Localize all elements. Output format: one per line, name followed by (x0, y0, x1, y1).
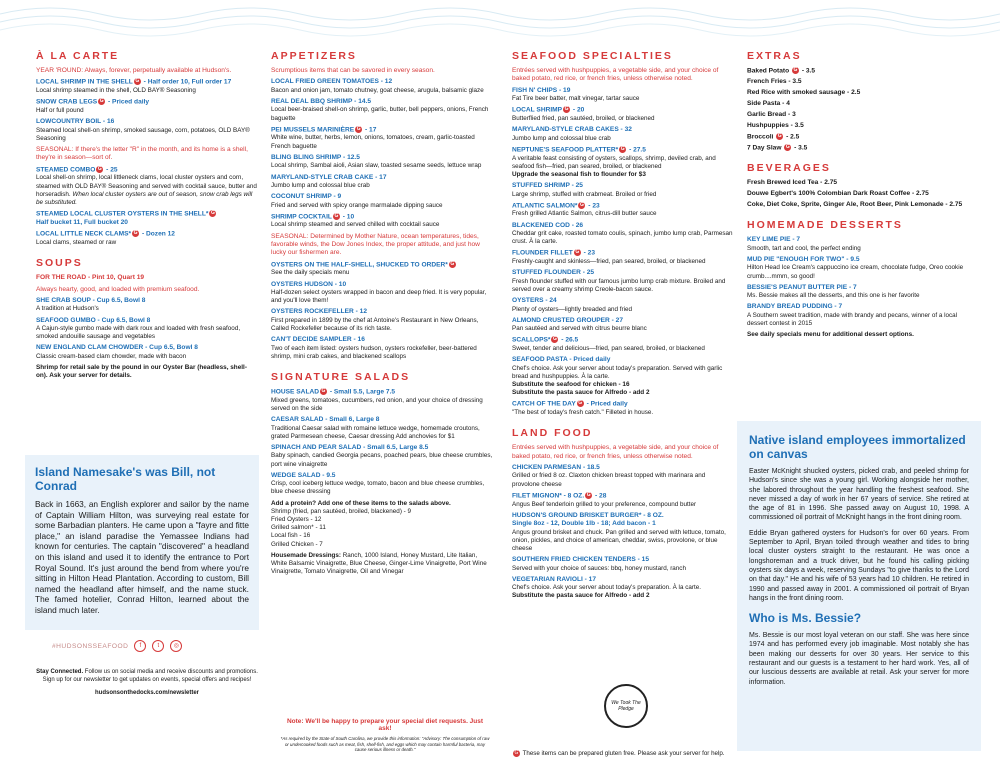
menu-item: NEPTUNE'S SEAFOOD PLATTER* G - 27.5 A veritable feast consisting of oysters, scallops, shrimp, deviled crab, and seafood fish—fried, pan seared, broiled, or blackened Upgrade the seasonal fish to flounder for $3 (512, 145, 716, 178)
gluten-free-icon: G (777, 132, 782, 139)
menu-item: OYSTERS ROCKEFELLER - 12 First prepared in 1899 by the chef at Antoine's Restaurant in New Orleans, Called Rockefeller because of its rich taste. (271, 308, 479, 333)
salads-heading: SIGNATURE SALADS (271, 371, 411, 384)
menu-item: MUD PIE "ENOUGH FOR TWO" - 9.5 Hilton Head Ice Cream's cappuccino ice cream, chocolate fudge, Oreo cookie crumb....mmm, so good! (747, 255, 964, 280)
desserts-heading: HOMEMADE DESSERTS (747, 219, 903, 232)
column-seafood (512, 48, 734, 604)
twitter-icon[interactable]: t (152, 640, 164, 652)
gluten-free-icon: G (580, 201, 584, 208)
gluten-free-icon: G (575, 249, 580, 256)
gluten-free-icon: G (133, 230, 138, 237)
newsletter-link[interactable]: hudsonsonthedocks.com/newsletter (94, 690, 200, 696)
gluten-free-icon: G (97, 165, 102, 172)
year-round-note: YEAR 'ROUND: Always, forever, perpetually available at Hudson's. (36, 67, 232, 74)
menu-item: BESSIE'S PEANUT BUTTER PIE - 7 Ms. Bessie makes all the desserts, and this one is her favorite (747, 283, 920, 300)
gluten-free-icon: G (793, 67, 798, 73)
menu-item: HUDSON'S GROUND BRISKET BURGER* - 8 OZ. Single 8oz - 12, Double 1lb - 18; Add bacon - 1 Angus ground brisket and chuck. Pan grilled and served with lettuce, tomato, onion, pickles, and choice of american, cheddar, swiss, provolone, or blue cheese (512, 511, 726, 552)
hashtag: #HUDSONSSEAFOOD (52, 642, 129, 650)
menu-item: NEW ENGLAND CLAM CHOWDER - Cup 6.5, Bowl 8 Classic cream-based clam chowder, made with bacon (36, 344, 198, 360)
menu-item: CATCH OF THE DAY G - Priced daily "The best of today's fresh catch." Filleted in house. (512, 400, 654, 417)
column-a-la-carte (36, 48, 258, 380)
extras-heading: EXTRAS (747, 50, 802, 62)
gluten-free-icon: G (99, 98, 104, 105)
ms-bessie-text: Ms. Bessie is our most loyal veteran on our staff. She was here since 1974 and has performed every job imaginable. Most notably she has been making our desserts for over 30 years. Her service to this restaurant and our guests is a testament to her hard work. Yes, all of our luscious desserts are available at retail. Ask your server for more information. (749, 632, 969, 686)
extra-item: French Fries - 3.5 (747, 78, 802, 86)
menu-item: COCONUT SHRIMP - 9 Fried and served with spicy orange marmalade dipping sauce (271, 193, 443, 209)
menu-item: SOUTHERN FRIED CHICKEN TENDERS - 15 Served with your choice of sauces: bbq, honey mustard, ranch (512, 556, 686, 572)
decorative-wave-pattern (0, 0, 1000, 40)
gluten-free-icon: G (356, 125, 361, 132)
menu-item: HOUSE SALAD G - Small 5.5, Large 7.5 Mixed greens, tomatoes, cucumbers, red onion, and your choice of dressing served on the side (271, 388, 483, 412)
beverage-item: Fresh Brewed Iced Tea - 2.75 (747, 179, 838, 187)
extra-item: Garlic Bread - 3 (747, 110, 796, 118)
menu-item: SNOW CRAB LEGS G - Priced daily Half or full pound (36, 98, 150, 114)
gluten-free-icon: G (564, 106, 569, 113)
appetizers-intro: Scrumptious items that can be savored in every season. (271, 67, 435, 74)
menu-item: STEAMED LOCAL CLUSTER OYSTERS IN THE SHELL* G Half bucket 11, Full bucket 20 (36, 210, 215, 226)
menu-item: OYSTERS HUDSON - 10 Half-dozen select oysters wrapped in bacon and deep fried. It is very popular, and you'll love them! (271, 280, 487, 305)
island-namesake-box (25, 455, 259, 630)
menu-item: CHICKEN PARMESAN - 18.5 Grilled or fried 8 oz. Claxton chicken breast topped with marinara and provolone cheese (512, 464, 706, 488)
menu-item: STUFFED FLOUNDER - 25 Fresh flounder stuffed with our famous jumbo lump crab mixture. Broiled and served over a creamy shrimp Creole-bacon sauce. (512, 269, 726, 293)
extra-item: Broccoli G - 2.5 (747, 132, 800, 140)
facebook-icon[interactable]: f (134, 640, 146, 652)
native-box-title: Native island employees immortalized on canvas (749, 433, 966, 461)
seafood-intro: Entrées served with hushpuppies, a vegetable side, and your choice of baked potato, red rice, or french fries, unless otherwise noted. (512, 67, 719, 83)
beverage-item: Douwe Egbert's 100% Colombian Dark Roast Coffee - 2.75 (747, 190, 929, 198)
menu-item: MARYLAND-STYLE CRAB CAKES - 32 Jumbo lump and colossal blue crab (512, 126, 632, 142)
stay-connected (36, 640, 258, 697)
menu-item: LOCAL SHRIMP IN THE SHELL G - Half order 10, Full order 17 Local shrimp steamed in the shell, OLD BAY® Seasoning (36, 78, 232, 95)
menu-item: CAN'T DECIDE SAMPLER - 16 Two of each item listed: oysters hudson, oysters rockefeller, beer-battered shrimp, mini crab cakes, and blackened scallops (271, 336, 477, 360)
native-box-p1: Easter McKnight shucked oysters, picked crab, and peeled shrimp for Hudson's since she was a young girl. Working alongside her mother, she labored throughout the year handling the freshest seafood. She never missed a day of work in her 67 years of service. She retired at the age of 81 in 1996. She passed away on August 10, 1998. A commissioned oil portrait of McKnight hangs in the front dining room. (749, 468, 969, 522)
menu-item: SHE CRAB SOUP - Cup 6.5, Bowl 8 A tradition at Hudson's (36, 296, 146, 313)
shrimp-retail-note: Shrimp for retail sale by the pound in our Oyster Bar (headless, shell-on). Ask your server for details. (36, 363, 247, 380)
protein-heading: Add a protein? Add one of these items to the salads above. (271, 499, 451, 507)
menu-item: LOWCOUNTRY BOIL - 16 Steamed local shell-on shrimp, smoked sausage, corn, potatoes, OLD BAY® Seasoning (36, 118, 250, 142)
menu-item: LOCAL LITTLE NECK CLAMS* G - Dozen 12 Local clams, steamed or raw (36, 230, 175, 246)
gluten-free-icon: G (321, 388, 326, 395)
gluten-free-icon: G (578, 400, 583, 407)
soups-intro: Always hearty, good, and loaded with premium seafood. (36, 285, 200, 293)
extra-item: Side Pasta - 4 (747, 99, 790, 107)
column-extras (747, 48, 969, 339)
menu-item: LOCAL SHRIMP G - 20 Butterflied fried, pan sautéed, broiled, or blackened (512, 106, 655, 123)
menu-item: LOCAL FRIED GREEN TOMATOES - 12 Bacon and onion jam, tomato chutney, goat cheese, arugula, balsamic glaze (271, 78, 484, 94)
land-intro: Entrées served with hushpuppies, a vegetable side, and your choice of baked potato, red rice, or french fries, unless otherwise noted. (512, 444, 719, 460)
menu-item: OYSTERS ON THE HALF-SHELL, SHUCKED TO ORDER* G See the daily specials menu (271, 260, 455, 277)
beverages-heading: BEVERAGES (747, 162, 831, 175)
stay-text: Stay Connected. Follow us on social media and receive discounts and promotions. Sign up for our newsletter to get updates on events, special offers and recipes! (36, 669, 258, 683)
appetizers-heading: APPETIZERS (271, 50, 357, 62)
menu-item: PEI MUSSELS MARINIÈRE G - 17 White wine, butter, herbs, lemon, onions, tomatoes, cream, garlic-toasted French baguette (271, 125, 475, 150)
menu-item: SHRIMP COCKTAIL G - 10 Local shrimp steamed and served chilled with cocktail sauce (271, 212, 440, 229)
menu-item: VEGETARIAN RAVIOLI - 17 Chef's choice. Ask your server about today's preparation. À la carte. Substitute the pasta sauce for Alfredo - add 2 (512, 575, 701, 600)
menu-item: BRANDY BREAD PUDDING - 7 A Southern sweet tradition, made with brandy and pecans, winner of a local dessert contest in 2015 (747, 303, 958, 327)
gluten-free-note: G These items can be prepared gluten free. Please ask your server for help. (514, 750, 725, 758)
native-box-p2: Eddie Bryan gathered oysters for Hudson's for over 60 years. From September to April, Bryan toiled through weather and tides to bring local cluster oysters straight to the restaurant. He was once a longshoreman and a truck driver, but he found his calling picking oysters six days a week, reserving Sundays "to give thanks to the Lord on that day." He and his wife of 53 years had 10 children. He retired in 1990 and passed away in 2001. A commissioned oil portrait of Bryan hangs in the front dining room. (749, 529, 969, 602)
beverage-item: Coke, Diet Coke, Sprite, Ginger Ale, Root Beer, Pink Lemonade - 2.75 (747, 201, 963, 209)
social-row (52, 640, 258, 652)
protein-item: Shrimp (fried, pan sautéed, broiled, blackened) - 9 (271, 507, 412, 515)
extra-item: Baked Potato G - 3.5 (747, 67, 816, 75)
menu-item: STUFFED SHRIMP - 25 Large shrimp, stuffed with crabmeat. Broiled or fried (512, 182, 657, 198)
gluten-free-icon: G (586, 491, 591, 498)
diet-note (280, 718, 490, 753)
menu-item: FILET MIGNON* - 8 OZ. G - 28 Angus Beef tenderloin grilled to your preference, compound butter (512, 491, 697, 508)
gluten-free-icon: G (553, 336, 557, 343)
gluten-free-icon: G (334, 212, 339, 219)
island-box-text: Back in 1663, an English explorer and sailor by the name of Captain William Hilton, was surveying real estate for some Barbadian planters. He came upon a "fayre and fitte place," an island paradise the Yemassee Indians had known for centuries. The captain "discovered" a headland on this island and used it to identify the entrance to Port Royal Sound. It's just around the bend from where you're sitting in Hilton Head Plantation. According to custom, Bill named the headland after himself, and the name stuck. The famed hotelier, Conrad Hilton, learned about the island much later. (35, 499, 249, 615)
protein-item: Grilled salmon* - 11 (271, 524, 326, 532)
ms-bessie-title: Who is Ms. Bessie? (749, 611, 862, 626)
soups-heading: SOUPS (36, 257, 83, 270)
extra-item: 7 Day Slaw G - 3.5 (747, 143, 808, 151)
gluten-free-icon: G (135, 78, 140, 85)
dressings: Housemade Dressings: Ranch, 1000 Island, Honey Mustard, Lite Italian, White Balsamic Vinaigrette, Blue Cheese, Ginger-Lime Vinaigrette, Port Wine Vinaigrette, Tomato Vinaigrette, Oil and Vinegar (271, 551, 487, 576)
dessert-note: See daily specials menu for additional dessert options. (747, 331, 914, 339)
advisory-text: *As required by the State of South Carolina, we provide this information: "Advisory: The consumption of raw or undercooked foods such as meat, fish, shell-fish, and eggs which may contain harmful bacteria, may cause serious illness or death." (280, 736, 490, 753)
seafood-heading: SEAFOOD SPECIALTIES (512, 50, 673, 62)
menu-item: ALMOND CRUSTED GROUPER - 27 Pan sautéed and served with citrus beurre blanc (512, 316, 647, 333)
protein-item: Grilled Chicken - 7 (271, 540, 323, 548)
menu-item: FISH N' CHIPS - 19 Fat Tire beer batter, malt vinegar, tartar sauce (512, 86, 640, 103)
a-la-carte-heading: À LA CARTE (36, 50, 120, 62)
diet-note-text: Note: We'll be happy to prepare your special diet requests. Just ask! (286, 718, 484, 732)
protein-item: Fried Oysters - 12 (271, 516, 322, 523)
seasonal-note: SEASONAL: If there's the letter "R" in the month, and its home is a shell, they're in season—sort of. (36, 145, 248, 162)
pledge-seal: We Took The Pledge (604, 684, 648, 728)
column-appetizers (271, 48, 493, 576)
island-box-title: Island Namesake's was Bill, not Conrad (35, 465, 216, 493)
gluten-free-icon: G (210, 210, 215, 217)
protein-item: Local fish - 16 (271, 532, 311, 540)
menu-item: STEAMED COMBO G - 25 Local shell-on shrimp, local littleneck clams, local cluster oysters and corn, steamed with OLD BAY® Seasoning and served with cocktail sauce, butter and horseradish. When local cluster oysters are out of season, snow crab legs will be substituted. (36, 165, 257, 207)
menu-item: SPINACH AND PEAR SALAD - Small 6.5, Large 8.5 Baby spinach, candied Georgia pecans, poached pears, blue cheese crumbles, port wine vinaigrette (271, 443, 493, 468)
menu-item: KEY LIME PIE - 7 Smooth, tart and cool, the perfect ending (747, 236, 861, 252)
menu-item: BLACKENED COD - 26 Cheddar grit cake, roasted tomato coulis, spinach, jumbo lump crab, Parmesan crust. À la carte. (512, 221, 733, 246)
menu-item: WEDGE SALAD - 9.5 Crisp, cool iceberg lettuce wedge, tomato, bacon and blue cheese crumbles, blue cheese dressing (271, 471, 485, 496)
gluten-free-icon: G (785, 143, 790, 150)
land-heading: LAND FOOD (512, 427, 593, 440)
extra-item: Hushpuppies - 3.5 (747, 121, 804, 129)
menu-item: REAL DEAL BBQ SHRIMP - 14.5 Local beer-braised shell-on shrimp, garlic, butter, bell peppers, onions, French baguette (271, 98, 489, 122)
menu-item: BLING BLING SHRIMP - 12.5 Local shrimp, Sambal aioli, Asian slaw, toasted sesame seeds, lettuce wrap (271, 153, 482, 170)
for-the-road: FOR THE ROAD - Pint 10, Quart 19 (36, 274, 145, 282)
menu-item: ATLANTIC SALMON* G - 23 Fresh grilled Atlantic Salmon, citrus-dill butter sauce (512, 201, 657, 218)
menu-item: SEAFOOD GUMBO - Cup 6.5, Bowl 8 A Cajun-style gumbo made with dark roux and loaded with fresh seafood, smoked andouille sausage and vegetables (36, 316, 241, 341)
gluten-free-icon: G (620, 145, 625, 152)
extra-item: Red Rice with smoked sausage - 2.5 (747, 89, 861, 97)
instagram-icon[interactable]: ◎ (170, 640, 182, 652)
menu-item: MARYLAND-STYLE CRAB CAKE - 17 Jumbo lump and colossal blue crab (271, 173, 387, 189)
menu-item: SCALLOPS* G - 26.5 Sweet, tender and delicious—fried, pan seared, broiled, or blackened (512, 336, 705, 352)
menu-item: OYSTERS - 24 Plenty of oysters—lightly breaded and fried (512, 297, 633, 313)
gluten-free-icon: G (450, 260, 455, 267)
menu-item: CAESAR SALAD - Small 6, Large 8 Traditional Caesar salad with romaine lettuce wedge, homemade croutons, grated Parmesean cheese, Caesar dressing Add anchovies for $1 (271, 416, 480, 440)
native-employees-box (737, 421, 981, 751)
menu-item: SEAFOOD PASTA - Priced daily Chef's choice. Ask your server about today's preparation. Served with garlic bread and hushpuppies. À la carte. Substitute the seafood for chicken - 16 Substitute the pasta sauce for Alfredo - add 2 (512, 356, 723, 397)
menu-item: FLOUNDER FILLET G - 23 Freshly-caught and skinless—fried, pan seared, broiled, or blackened (512, 249, 706, 266)
appetizers-seasonal: SEASONAL: Determined by Mother Nature, ocean temperatures, tides, favorable winds, the Dow Jones Index, the proper attitude, and just how lucky our fishermen are. (271, 232, 480, 257)
gluten-free-icon: G (514, 750, 519, 756)
